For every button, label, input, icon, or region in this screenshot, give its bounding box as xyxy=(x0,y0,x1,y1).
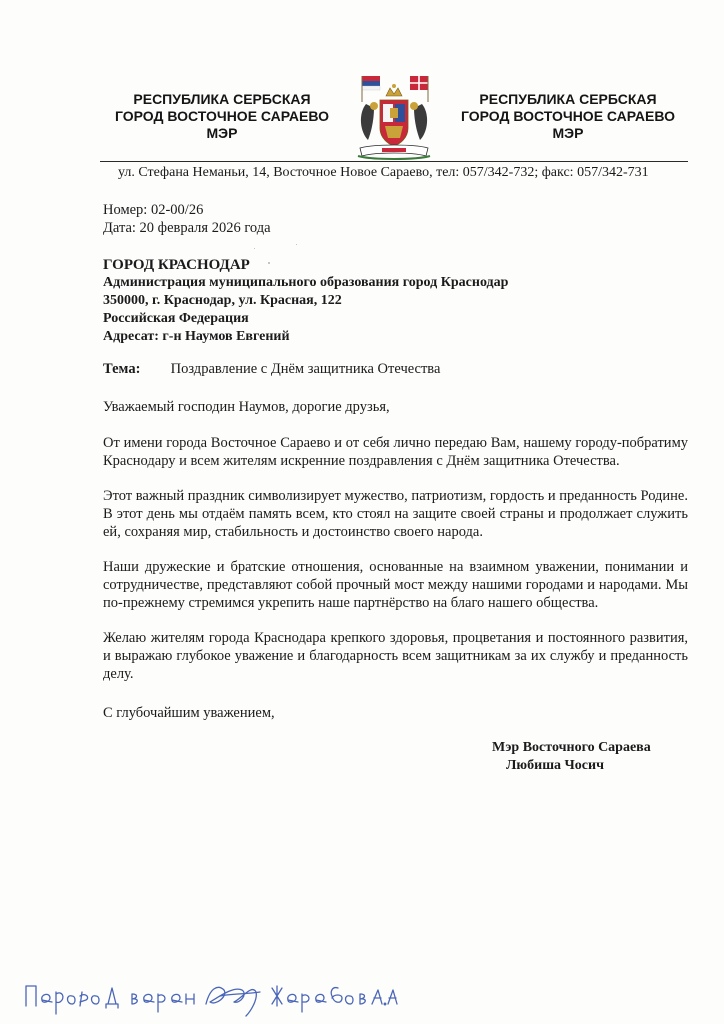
closing-phrase: С глубочайшим уважением, xyxy=(103,705,275,721)
subject-label: Тема: xyxy=(103,361,141,377)
signature-title: Мэр Восточного Сараева xyxy=(492,740,651,755)
header-divider xyxy=(100,161,688,162)
subject-text: Поздравление с Днём защитника Отечества xyxy=(170,361,441,377)
header-right xyxy=(448,91,688,142)
recipient-address: 350000, г. Краснодар, ул. Красная, 122 xyxy=(103,293,342,308)
body-paragraph-2: Этот важный праздник символизирует мужество, патриотизм, гордость и преданность Родине. В этот день мы отдаём память всем, кто стоял на защите своей страны и продолжает служить ей, сохраняя мир, стабильность и достоинство своего народа. xyxy=(103,488,688,540)
header-left-line-2: ГОРОД ВОСТОЧНОЕ САРАЕВО xyxy=(114,108,329,124)
body-paragraph-4: Желаю жителям города Краснодара крепкого здоровья, процветания и постоянного развития, и выражаю глубокое уважение и благодарность всем защитникам за их службу и преданность делу. xyxy=(103,630,688,682)
header-right-line-3: МЭР xyxy=(552,125,584,141)
greeting: Уважаемый господин Наумов, дорогие друзья, xyxy=(103,399,390,415)
header-left-line-3: МЭР xyxy=(206,125,238,141)
scan-speck xyxy=(268,262,270,264)
header-right-line-2: ГОРОД ВОСТОЧНОЕ САРАЕВО xyxy=(460,108,675,124)
scan-speck xyxy=(254,248,255,249)
header-left-line-1: РЕСПУБЛИКА СЕРБСКАЯ xyxy=(133,91,311,107)
coat-of-arms-icon xyxy=(352,74,436,164)
document-date: Дата: 20 февраля 2026 года xyxy=(103,220,271,236)
body-paragraph-3: Наши дружеские и братские отношения, основанные на взаимном уважении, понимании и сотрудничестве, представляют собой прочный мост между нашими городами и народами. Мы по-прежнему стремимся укрепить наше партнёрство на благо нашего общества. xyxy=(103,559,688,611)
header-address: ул. Стефана Неманьи, 14, Восточное Новое Сараево, тел: 057/342-732; факс: 057/342-731 xyxy=(118,165,649,180)
header-left xyxy=(102,91,342,142)
recipient-organization: Администрация муниципального образования город Краснодар xyxy=(103,275,509,290)
recipient-block xyxy=(103,256,508,346)
recipient-addressee: Адресат: г-н Наумов Евгений xyxy=(103,329,290,344)
recipient-country: Российская Федерация xyxy=(103,311,249,326)
recipient-city: ГОРОД КРАСНОДАР xyxy=(103,257,250,273)
body-paragraph-1: От имени города Восточное Сараево и от себя лично передаю Вам, нашему городу-побратиму Краснодару и всем жителям искренние поздравления с Днём защитника Отечества. xyxy=(103,435,688,469)
handwritten-translation-note xyxy=(20,970,400,1020)
signature-name: Любиша Чосич xyxy=(506,758,604,773)
document-number: Номер: 02-00/26 xyxy=(103,202,204,218)
header-right-line-1: РЕСПУБЛИКА СЕРБСКАЯ xyxy=(479,91,657,107)
document-meta xyxy=(103,201,271,237)
letter-body xyxy=(103,398,688,700)
signature-block xyxy=(492,739,651,775)
subject-line xyxy=(103,360,440,378)
scan-speck xyxy=(296,244,297,245)
